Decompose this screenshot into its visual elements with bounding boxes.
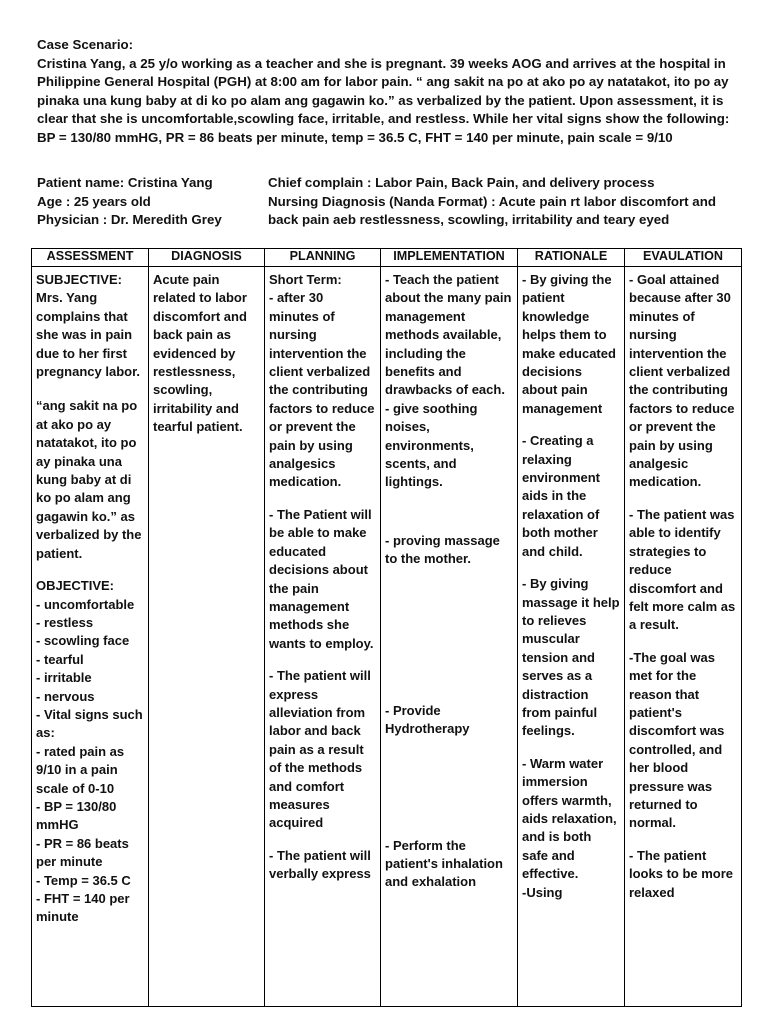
objective-item: - nervous [36, 688, 95, 704]
objective-item: - PR = 86 beats per minute [36, 835, 129, 870]
patient-physician: Physician : Dr. Meredith Grey [37, 212, 222, 228]
patient-info [37, 174, 262, 230]
complaint-info [268, 174, 738, 230]
planning-heading: Short Term: [269, 272, 342, 287]
objective-heading: OBJECTIVE: [36, 578, 115, 594]
header-diagnosis: DIAGNOSIS [149, 249, 265, 267]
header-rationale: RATIONALE [518, 249, 625, 267]
implementation-item: - Perform the patient's inhalation and exhalation [385, 837, 503, 890]
planning-item: - The patient will verbally express [269, 847, 371, 882]
objective-item: - restless [36, 614, 94, 630]
rationale-item: - By giving massage it help to relieves muscular tension and serves as a distraction from painful feelings. [522, 576, 620, 739]
implementation-item: - Teach the patient about the many pain management methods available, including the benefits and drawbacks of each. [385, 272, 512, 398]
planning-item: - The Patient will be able to make educated decisions about the pain management methods she wants to employ. [269, 506, 374, 651]
table-row [32, 267, 742, 1007]
implementation-item: - Provide Hydrotherapy [385, 702, 470, 737]
rationale-item: - By giving the patient knowledge helps them to make educated decisions about pain management [522, 272, 616, 416]
rationale-item: -Using [522, 884, 563, 900]
nursing-diagnosis: Nursing Diagnosis (Nanda Format) : Acute pain rt labor discomfort and back pain aeb restlessness, scowling, irritability and teary eyed [268, 193, 716, 228]
patient-quote: “ang sakit na po at ako po ay natatakot, ito po ay pinaka una kung baby at di ko po alam ang gagawin ko.” as verbalized by the patient. [36, 398, 142, 561]
implementation-cell [381, 267, 518, 1007]
objective-item: - scowling face [36, 633, 130, 649]
objective-item: - FHT = 140 per minute [36, 891, 130, 925]
objective-item: - BP = 130/80 mmHG [36, 798, 117, 833]
diagnosis-cell [149, 267, 265, 1007]
subjective-heading: SUBJECTIVE: [36, 272, 122, 287]
nursing-care-plan-table [31, 248, 742, 1007]
evaluation-cell [625, 267, 742, 1007]
subjective-text: Mrs. Yang complains that she was in pain due to her first pregnancy labor. [36, 290, 141, 380]
planning-item: - The patient will express alleviation from labor and back pain as a result of the methods and comfort measures acquired [269, 668, 371, 831]
header-planning: PLANNING [265, 249, 381, 267]
evaluation-item: - The patient looks to be more relaxed [629, 847, 734, 900]
table-header-row [32, 249, 742, 267]
planning-cell [265, 267, 381, 1007]
objective-item: - Temp = 36.5 C [36, 872, 131, 888]
rationale-item: - Warm water immersion offers warmth, aids relaxation, and is both safe and effective. [522, 755, 617, 882]
scenario-heading: Case Scenario: [37, 37, 134, 52]
objective-item: - uncomfortable [36, 596, 135, 612]
diagnosis-text: Acute pain related to labor discomfort and back pain as evidenced by restlessness, scowling, irritability and tearful patient. [153, 272, 247, 435]
objective-item: - Vital signs such as: [36, 706, 143, 741]
chief-complaint: Chief complain : Labor Pain, Back Pain, and delivery process [268, 175, 655, 190]
scenario-body: Cristina Yang, a 25 y/o working as a teacher and she is pregnant. 39 weeks AOG and arrives at the hospital in Philippine General Hospital (PGH) at 8:00 am for labor pain. “ ang sakit na po at ako po ay natatakot, ito po ay pinaka una kung baby at di ko po alam ang gagawin ko.” as verbalized by the patient. Upon assessment, it is clear that she is uncomfortable,scowling face, irritable, and restless. While her vital signs show the following: BP = 130/80 mmHG, PR = 86 beats per minute, temp = 36.5 C, FHT = 140 per minute, pain scale = 9/10 [37, 55, 730, 145]
evaluation-item: - The patient was able to identify strategies to reduce discomfort and felt more calm as a result. [629, 506, 736, 633]
case-scenario [37, 36, 737, 148]
rationale-item: - Creating a relaxing environment aids in the relaxation of both mother and child. [522, 433, 601, 559]
objective-item: - rated pain as 9/10 in a pain scale of 0-10 [36, 743, 125, 796]
assessment-cell [32, 267, 149, 1007]
objective-item: - tearful [36, 651, 84, 667]
planning-item: - after 30 minutes of nursing intervention the client verbalized the contributing factors to reduce or prevent the pain by using analgesics medication. [269, 290, 375, 490]
patient-name: Patient name: Cristina Yang [37, 175, 213, 190]
patient-age: Age : 25 years old [37, 193, 151, 209]
evaluation-item: -The goal was met for the reason that patient's discomfort was controlled, and her blood pressure was returned to normal. [629, 649, 725, 831]
header-evaluation: EVAULATION [625, 249, 742, 267]
evaluation-item: - Goal attained because after 30 minutes of nursing intervention the client verbalized the contributing factors to reduce or prevent the pain by using analgesic medication. [629, 272, 735, 490]
objective-item: - irritable [36, 670, 92, 686]
header-assessment: ASSESSMENT [32, 249, 149, 267]
header-implementation: IMPLEMENTATION [381, 249, 518, 267]
implementation-item: - give soothing noises, environments, scents, and lightings. [385, 400, 478, 490]
implementation-item: - proving massage to the mother. [385, 532, 500, 567]
rationale-cell [518, 267, 625, 1007]
